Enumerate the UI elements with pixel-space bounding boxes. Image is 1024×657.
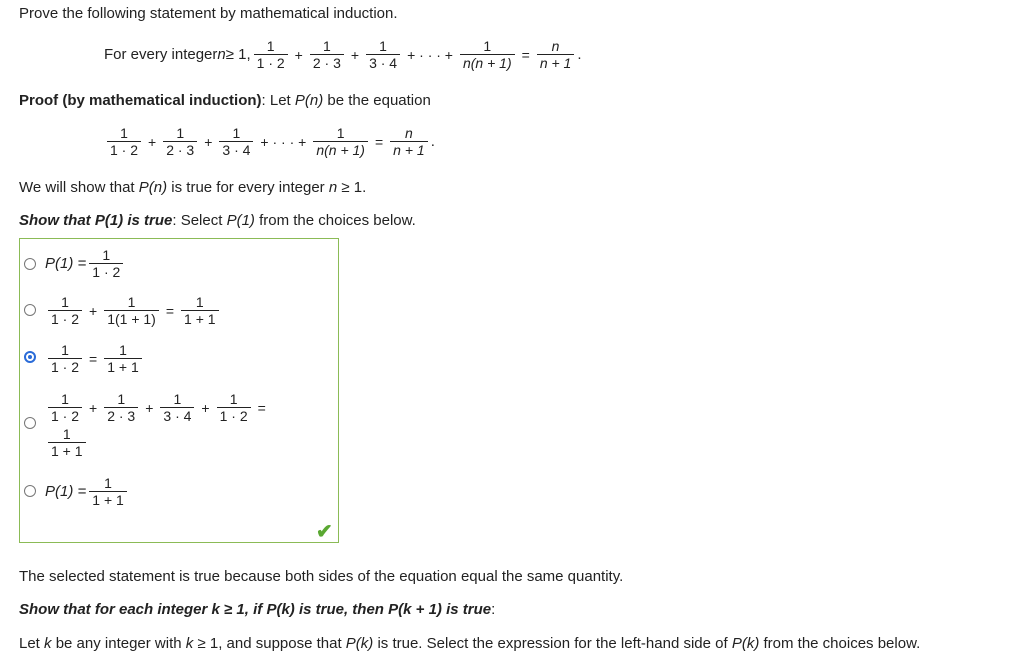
choice-2[interactable]: $\frac{1}{1 \cdot 2}$ + $\frac{1}{1(1 + 1)}$ = $\frac{1}{1 + 1}$ [45,294,222,327]
base-case-line: Show that P(1) is true: Select P(1) from the choices below. [19,212,416,229]
intro-text: Prove the following statement by mathematical induction. [19,5,398,22]
fraction: $\frac{1}{1(1 + 1)}$ [104,294,159,327]
correct-check-icon: ✔ [316,521,333,543]
fraction: $\frac{1}{1 + 1}$ [48,426,86,459]
inductive-step-line: Show that for each integer k ≥ 1, if P(k) is true, then P(k + 1) is true: [19,601,496,618]
fraction: $\frac{1}{3 \cdot 4}$ [219,125,253,158]
fraction: $\frac{1}{1 \cdot 2}$ [107,125,141,158]
fraction: $\frac{1}{1 \cdot 2}$ [89,247,123,280]
radio-choice-1[interactable] [24,258,36,270]
base-label: Show that P(1) is true [19,212,173,229]
feedback-text: The selected statement is true because both sides of the equation equal the same quantity. [19,568,624,585]
choice-1[interactable]: P(1) = $\frac{1}{1 \cdot 2}$ [45,247,126,280]
fraction: $\frac{1}{1 \cdot 2}$ [48,391,82,424]
fraction: $\frac{n}{n + 1}$ [537,38,575,71]
fraction: $\frac{1}{1 + 1}$ [104,342,142,375]
radio-choice-2[interactable] [24,304,36,316]
choice-3[interactable]: $\frac{1}{1 \cdot 2}$ = $\frac{1}{1 + 1}$ [45,342,145,375]
proof-line: Proof (by mathematical induction): Let P(n) be the equation [19,92,431,109]
fraction: $\frac{1}{n(n + 1)}$ [460,38,515,71]
fraction: $\frac{1}{1 + 1}$ [89,475,127,508]
fraction: $\frac{1}{1 \cdot 2}$ [48,342,82,375]
choice-5[interactable]: P(1) = $\frac{1}{1 + 1}$ [45,475,130,508]
fraction: $\frac{1}{1 \cdot 2}$ [217,391,251,424]
fraction: $\frac{1}{3 \cdot 4}$ [160,391,194,424]
fraction: $\frac{1}{2 \cdot 3}$ [310,38,344,71]
fraction: $\frac{1}{2 \cdot 3}$ [163,125,197,158]
statement-var: n [217,46,226,63]
radio-choice-5[interactable] [24,485,36,497]
choices-box [19,238,339,543]
statement-prefix: For every integer [104,46,218,63]
fraction: $\frac{1}{1 + 1}$ [181,294,219,327]
statement-equation: For every integer n ≥ 1, $\frac{1}{1 \cdot 2}$ + $\frac{1}{2 \cdot 3}$ + $\frac{1}{3 \cdot 4}$ + · · · + $\frac{1}{n(n + 1)}$ = $\frac{n}{n + 1}$ . [104,38,582,71]
inductive-label: Show that for each integer k ≥ 1, if P(k) is true, then P(k + 1) is true [19,601,492,618]
fraction: $\frac{1}{n(n + 1)}$ [313,125,368,158]
choice-4[interactable]: $\frac{1}{1 \cdot 2}$ + $\frac{1}{2 \cdot 3}$ + $\frac{1}{3 \cdot 4}$ + $\frac{1}{1 \cdot 2}$ = $\frac{1}{1 + 1}$ [45,391,270,459]
radio-choice-4[interactable] [24,417,36,429]
statement-cond: ≥ 1, [225,46,251,63]
radio-choice-3-selected[interactable] [24,351,36,363]
fraction: $\frac{n}{n + 1}$ [390,125,428,158]
instruction-line: Let k be any integer with k ≥ 1, and suppose that P(k) is true. Select the expression for the left-hand side of P(k) from the choices below. [19,635,921,652]
fraction: $\frac{1}{2 \cdot 3}$ [104,391,138,424]
show-line: We will show that P(n) is true for every integer n ≥ 1. [19,179,367,196]
fraction: $\frac{1}{1 \cdot 2}$ [48,294,82,327]
fraction: $\frac{1}{3 \cdot 4}$ [366,38,400,71]
proof-label: Proof (by mathematical induction) [19,92,262,109]
fraction: $\frac{1}{1 \cdot 2}$ [254,38,288,71]
pn-equation: $\frac{1}{1 \cdot 2}$ + $\frac{1}{2 \cdot 3}$ + $\frac{1}{3 \cdot 4}$ + · · · + $\frac{1}{n(n + 1)}$ = $\frac{n}{n + 1}$ . [104,125,435,158]
